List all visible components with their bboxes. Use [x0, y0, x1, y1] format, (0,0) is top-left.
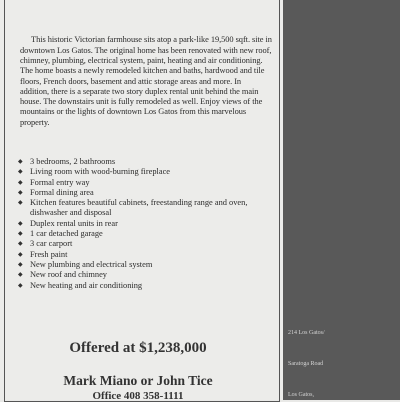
address-line-1: 214 Los Gatos/	[288, 330, 325, 336]
diamond-bullet-icon: ◆	[18, 169, 23, 176]
diamond-bullet-icon: ◆	[18, 272, 23, 279]
feature-item	[18, 250, 274, 260]
diamond-bullet-icon: ◆	[18, 200, 23, 207]
sidebar-panel	[283, 0, 400, 400]
feature-text: New heating and air conditioning	[30, 280, 143, 290]
feature-item	[18, 281, 274, 291]
office-phone: Office 408 358-1111	[92, 390, 184, 402]
address-line-3: Los Gatos,	[288, 392, 314, 398]
feature-text: Formal entry way	[30, 177, 90, 187]
feature-item	[18, 219, 274, 229]
feature-text: Living room with wood-burning fireplace	[30, 167, 171, 177]
diamond-bullet-icon: ◆	[18, 251, 23, 258]
diamond-bullet-icon: ◆	[18, 179, 23, 186]
diamond-bullet-icon: ◆	[18, 220, 23, 227]
feature-item	[18, 178, 274, 188]
diamond-bullet-icon: ◆	[18, 282, 23, 289]
feature-text: Fresh paint	[30, 249, 68, 259]
feature-text: 3 bedrooms, 2 bathrooms	[30, 157, 116, 166]
price-line: Offered at $1,238,000	[69, 340, 207, 356]
feature-text: New roof and chimney	[30, 270, 107, 280]
feature-text: Kitchen features beautiful cabinets, freestanding range and oven, dishwasher and disposal	[30, 198, 248, 218]
agents-line: Mark Miano or John Tice	[63, 373, 213, 388]
diamond-bullet-icon: ◆	[18, 241, 23, 248]
address-line-2: Saratoga Road	[288, 361, 324, 367]
feature-item	[18, 167, 274, 177]
feature-text: Formal dining area	[30, 187, 94, 197]
feature-item	[18, 239, 274, 249]
diamond-bullet-icon: ◆	[18, 231, 23, 238]
diamond-bullet-icon: ◆	[18, 261, 23, 268]
feature-item	[18, 188, 274, 198]
feature-item	[18, 270, 274, 280]
diamond-bullet-icon: ◆	[18, 159, 23, 165]
feature-item	[18, 229, 274, 239]
feature-text: 1 car detached garage	[30, 229, 103, 239]
feature-text: New plumbing and electrical system	[30, 259, 153, 269]
diamond-bullet-icon: ◆	[18, 189, 23, 196]
feature-text: 3 car carport	[30, 239, 73, 249]
intro-paragraph: This historic Victorian farmhouse sits atop a park-like 19,500 sqft. site in downtown Los Gatos. The original home has been renovated with new roof, chimney, plumbing, electrical system, paint, heating and air conditioning. The home boasts a newly remodeled kitchen and baths, hardwood and tile floors, French doors, basement and attic storage areas and more. In addition, there is a separate two story duplex rental unit behind the main house. The downstairs unit is fully remodeled as well. Enjoy views of the mountains or the lights of downtown Los Gatos from this marvelous property.	[20, 35, 272, 127]
feature-item	[18, 198, 274, 219]
feature-item	[18, 260, 274, 270]
feature-text: Duplex rental units in rear	[30, 218, 118, 228]
feature-item	[18, 157, 274, 167]
features-list	[18, 157, 274, 291]
